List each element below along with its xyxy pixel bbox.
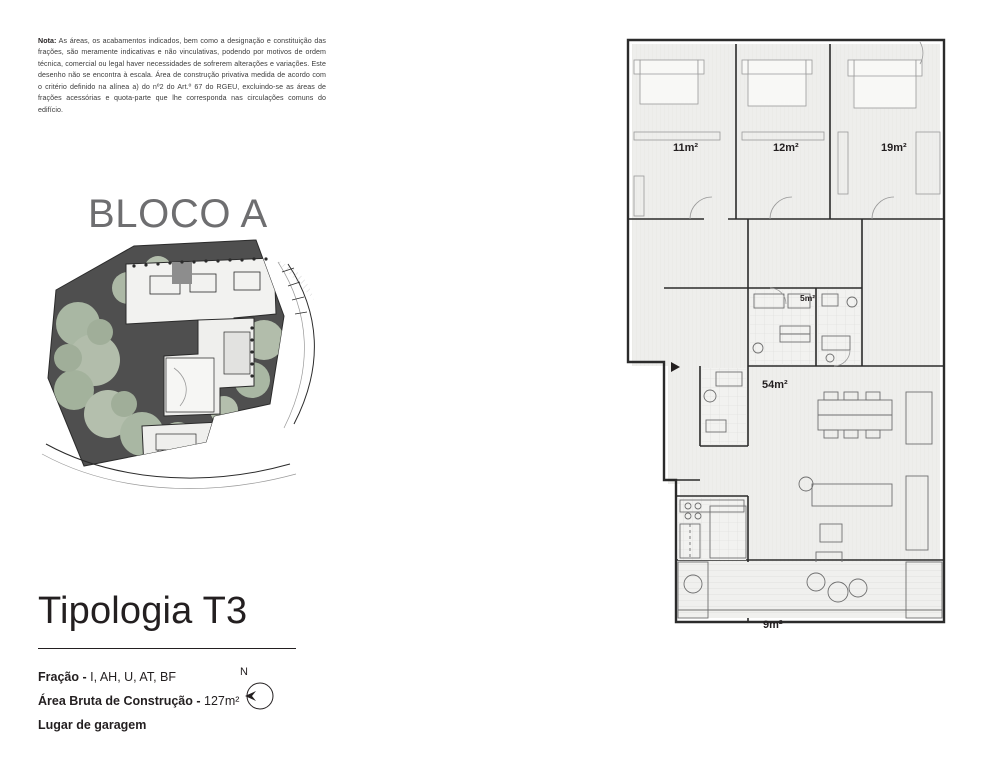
- spec-fraction-value: I, AH, U, AT, BF: [90, 669, 177, 684]
- legal-note-text: As áreas, os acabamentos indicados, bem como a designação e constituição das frações, são meramente indicativas e não vinculativas, podendo por motivos de ordem técnica, comercial ou legal haver necessidades de sofrerem alterações e variações. Este desenho não se encontra à escala. Área de construção privativa medida de acordo com o critério definido na alínea a) do nº2 do Art.º 67 do RGEU, excluindo-se as áreas de frações acessórias e quota-parte que lhe corresponda nas circulações comuns do edifício.: [38, 37, 326, 114]
- spec-area: [38, 689, 338, 713]
- typology-title: Tipologia T3: [38, 590, 248, 632]
- room-label-bedroom-3: 19m²: [881, 142, 907, 154]
- room-label-living: 54m²: [762, 379, 788, 391]
- divider-rule: [38, 648, 296, 649]
- spec-fraction-label: Fração -: [38, 669, 91, 684]
- block-title: BLOCO A: [88, 192, 268, 236]
- room-label-balcony: 9m²: [763, 619, 783, 631]
- spec-area-value: 127m²: [204, 693, 240, 708]
- legal-note: [38, 36, 326, 116]
- north-label: N: [240, 666, 248, 678]
- room-label-bedroom-1: 11m²: [673, 142, 699, 154]
- room-label-bedroom-2: 12m²: [773, 142, 799, 154]
- legal-note-label: Nota:: [38, 37, 57, 45]
- spec-fraction: [38, 665, 338, 689]
- entrance-arrow-icon: [671, 362, 680, 372]
- spec-garage-label: Lugar de garagem: [38, 717, 147, 732]
- spec-garage: [38, 713, 338, 737]
- room-label-bathroom: 5m²: [800, 293, 816, 303]
- typology-block: [38, 592, 338, 737]
- spec-area-label: Área Bruta de Construção -: [38, 693, 205, 708]
